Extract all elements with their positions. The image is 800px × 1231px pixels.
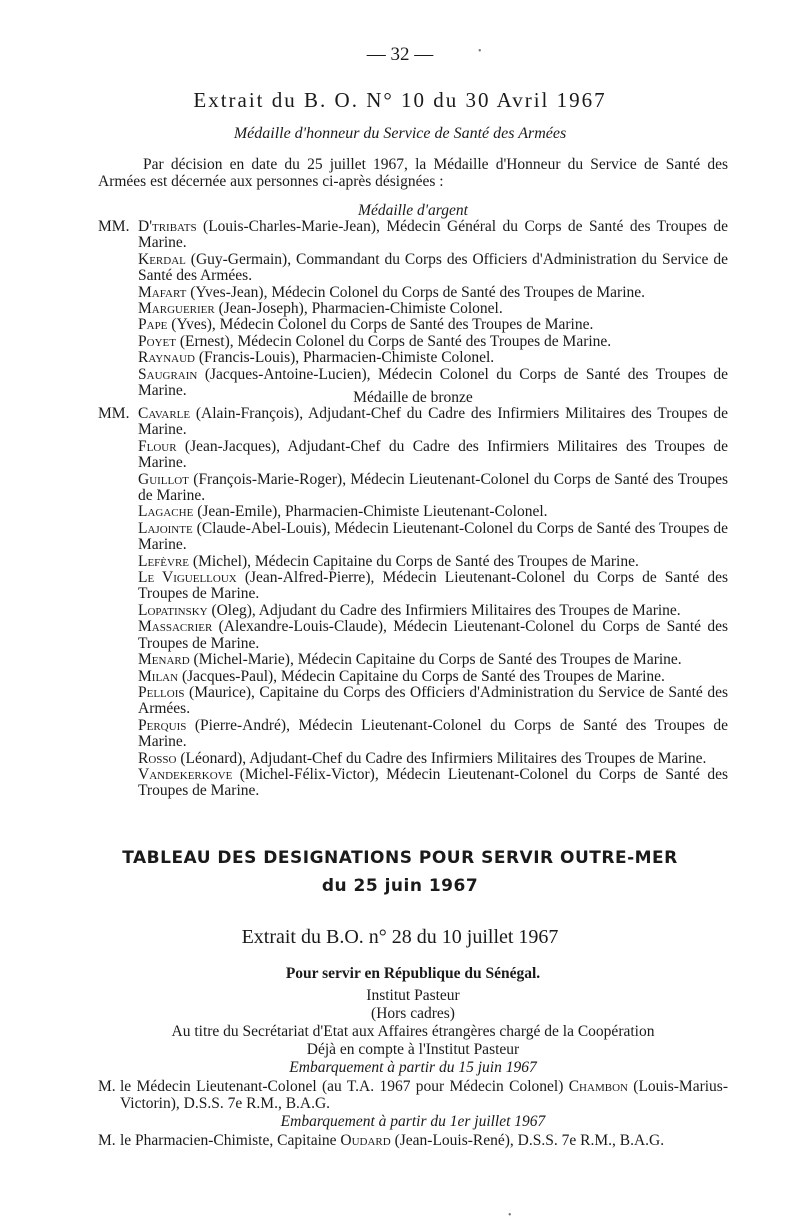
entry-name: Lopatinsky — [138, 601, 208, 619]
entry-text — [138, 472, 728, 505]
entry-text — [138, 406, 728, 439]
bronze-list — [98, 406, 728, 800]
entry-prefix: M. — [98, 1131, 116, 1149]
entry-prefix — [98, 521, 138, 554]
entry-description: (Jean-Jacques), Adjudant-Chef du Cadre des Infirmiers Militaires des Troupes de Marine. — [138, 437, 728, 472]
entry-description: (Pierre-André), Médecin Lieutenant-Colonel du Corps de Santé des Troupes de Marine. — [138, 716, 728, 751]
page-title: Extrait du B. O. N° 10 du 30 Avril 1967 — [193, 88, 607, 112]
entry-name: Perquis — [138, 716, 187, 734]
entry-description: (Jean-Emile), Pharmacien-Chimiste Lieutenant-Colonel. — [193, 503, 548, 521]
entry-description: (Jacques-Paul), Médecin Capitaine du Corps de Santé des Troupes de Marine. — [178, 667, 665, 685]
entry-description: (Michel), Médecin Capitaine du Corps de Santé des Troupes de Marine. — [189, 552, 639, 570]
entry-text — [138, 219, 728, 252]
entry-name: Mafart — [138, 283, 187, 301]
entry-description: (Jean-Alfred-Pierre), Médecin Lieutenant-Colonel du Corps de Santé des Troupes de Marine. — [138, 569, 728, 603]
medal-entry — [98, 767, 728, 800]
entry-description: (Léonard), Adjudant-Chef du Cadre des Infirmiers Militaires des Troupes de Marine. — [176, 749, 707, 767]
entry-text — [138, 669, 728, 685]
speck: • — [478, 46, 482, 57]
entry-name: Menard — [138, 651, 190, 669]
section-subtitle: Médaille d'honneur du Service de Santé des Armées — [233, 125, 567, 142]
entry-text — [138, 751, 728, 767]
entry-prefix — [98, 285, 138, 301]
entry-prefix — [98, 554, 138, 570]
entry-text-a: le Pharmacien-Chimiste, Capitaine — [120, 1131, 341, 1149]
medal-entry — [98, 685, 728, 718]
medal-entry — [98, 504, 728, 520]
medal-entry — [98, 439, 728, 472]
medal-entry — [98, 554, 728, 570]
medal-entry — [98, 317, 728, 333]
entry-name: Raynaud — [138, 349, 195, 367]
designation-block — [98, 964, 728, 1149]
entry-prefix: MM. — [98, 405, 130, 422]
entry-prefix — [98, 619, 138, 652]
entry-name: Cavarle — [138, 405, 191, 422]
entry-description: (Yves-Jean), Médecin Colonel du Corps de Santé des Troupes de Marine. — [186, 283, 646, 301]
entry-text — [138, 301, 728, 317]
entry-description: (Alain-François), Adjudant-Chef du Cadre des Infirmiers Militaires des Troupes de Marine. — [138, 405, 728, 439]
entry-name: Guillot — [138, 470, 189, 488]
bronze-section — [98, 389, 728, 800]
medal-entry — [98, 603, 728, 619]
entry-description: (Louis-Charles-Marie-Jean), Médecin Général du Corps de Santé des Troupes de Marine. — [138, 218, 728, 252]
tableau-title: TABLEAU DES DESIGNATIONS POUR SERVIR OUTRE-MER — [122, 848, 678, 868]
entry-description: (Oleg), Adjudant du Cadre des Infirmiers Militaires des Troupes de Marine. — [207, 601, 681, 619]
entry-text — [120, 1132, 728, 1149]
entry-prefix — [98, 252, 138, 285]
entry-prefix — [98, 603, 138, 619]
entry-prefix — [98, 504, 138, 520]
extract-heading: Extrait du B.O. n° 28 du 10 juillet 1967 — [241, 926, 559, 948]
entry-name: Marguerier — [138, 300, 215, 318]
medal-entry — [98, 521, 728, 554]
entry-text-b: (Jean-Louis-René), D.S.S. 7e R.M., B.A.G. — [390, 1131, 665, 1149]
entry-text — [138, 252, 728, 285]
silver-list — [98, 219, 728, 399]
medal-entry — [98, 652, 728, 668]
entry-prefix — [98, 472, 138, 505]
medal-entry — [98, 252, 728, 285]
entry-description: (Guy-Germain), Commandant du Corps des Officiers d'Administration du Service de Santé des Armées. — [138, 250, 728, 285]
entry-name: Oudard — [340, 1131, 391, 1149]
entry-prefix — [98, 301, 138, 317]
entry-description: (Jacques-Antoine-Lucien), Médecin Colonel du Corps de Santé des Troupes de Marine. — [138, 365, 728, 400]
institute-name: Institut Pasteur — [366, 986, 460, 1004]
country-heading: Pour servir en République du Sénégal. — [285, 965, 541, 982]
bronze-heading: Médaille de bronze — [353, 389, 473, 406]
entry-description: (Ernest), Médecin Colonel du Corps de Santé des Troupes de Marine. — [175, 332, 612, 350]
entry-description: (Alexandre-Louis-Claude), Médecin Lieutenant-Colonel du Corps de Santé des Troupes de Marine. — [138, 618, 728, 652]
entry-prefix — [98, 669, 138, 685]
medal-entry — [98, 219, 728, 252]
entry-prefix — [98, 439, 138, 472]
entry-name: Lajointe — [138, 519, 193, 537]
entry-name: Milan — [138, 667, 179, 685]
entry-name: Saugrain — [138, 365, 198, 383]
entry-description: (Claude-Abel-Louis), Médecin Lieutenant-Colonel du Corps de Santé des Troupes de Marine. — [138, 519, 728, 554]
entry-text — [138, 334, 728, 350]
entry-prefix — [98, 685, 138, 718]
medal-entry — [98, 570, 728, 603]
entry-text — [138, 767, 728, 800]
embark-date-1: Embarquement à partir du 15 juin 1967 — [289, 1058, 537, 1076]
entry-description: (François-Marie-Roger), Médecin Lieutenant-Colonel du Corps de Santé des Troupes de Marine. — [138, 470, 728, 505]
entry-text — [138, 350, 728, 366]
medal-entry — [98, 301, 728, 317]
entry-name: Massacrier — [138, 618, 213, 636]
entry-text — [138, 718, 728, 751]
medal-entry — [98, 718, 728, 751]
silver-section — [98, 202, 728, 399]
entry-name: Pellois — [138, 683, 185, 701]
entry-text — [138, 603, 728, 619]
entry-description: (Jean-Joseph), Pharmacien-Chimiste Colonel. — [214, 300, 503, 318]
entry-name: Poyet — [138, 332, 176, 350]
entry-prefix — [98, 767, 138, 800]
entry-text — [138, 619, 728, 652]
entry-prefix: M. — [98, 1077, 116, 1095]
medal-entry — [98, 406, 728, 439]
entry-text — [138, 285, 728, 301]
entry-text — [138, 554, 728, 570]
entry-description: (Yves), Médecin Colonel du Corps de Santé des Troupes de Marine. — [167, 316, 594, 334]
entry-description: (Maurice), Capitaine du Corps des Officiers d'Administration du Service de Santé des Armées. — [138, 683, 728, 718]
speck: • — [508, 1210, 512, 1221]
entry-prefix — [98, 652, 138, 668]
deja-line: Déjà en compte à l'Institut Pasteur — [306, 1040, 520, 1058]
entry-name: Pape — [138, 316, 168, 334]
entry-prefix — [98, 718, 138, 751]
entry-name: Kerdal — [138, 250, 186, 268]
entry-text — [138, 652, 728, 668]
hors-cadres: (Hors cadres) — [371, 1004, 455, 1022]
entry-text — [120, 1078, 728, 1112]
medal-entry — [98, 334, 728, 350]
entry-text — [138, 685, 728, 718]
entry-prefix — [98, 751, 138, 767]
entry-prefix: MM. — [98, 218, 130, 235]
entry-name: Lagache — [138, 503, 194, 521]
entry-text — [138, 439, 728, 472]
silver-heading: Médaille d'argent — [358, 202, 468, 219]
entry-prefix — [98, 317, 138, 333]
entry-prefix — [98, 570, 138, 603]
entry-description: (Michel-Félix-Victor), Médecin Lieutenant-Colonel du Corps de Santé des Troupes de Marine. — [138, 765, 728, 800]
entry-text — [138, 317, 728, 333]
intro-paragraph: Par décision en date du 25 juillet 1967, la Médaille d'Honneur du Service de Santé des Armées est décernée aux personnes ci-après désignées : — [98, 156, 728, 190]
entry-name: Le Viguelloux — [138, 569, 237, 587]
medal-entry — [98, 669, 728, 685]
medal-entry — [98, 285, 728, 301]
entry-name: Chambon — [568, 1077, 628, 1095]
medal-entry — [98, 751, 728, 767]
entry-prefix — [98, 350, 138, 366]
entry-text — [138, 570, 728, 603]
designation-entry — [98, 1132, 728, 1149]
medal-entry — [98, 619, 728, 652]
tableau-date: du 25 juin 1967 — [321, 876, 479, 896]
embark-date-2: Embarquement à partir du 1er juillet 1967 — [280, 1112, 546, 1130]
entry-name: Vandekerkove — [138, 765, 233, 783]
entry-description: (Michel-Marie), Médecin Capitaine du Corps de Santé des Troupes de Marine. — [189, 651, 682, 669]
entry-name: Flour — [138, 437, 177, 455]
entry-name: Rosso — [138, 749, 177, 767]
page-number: — 32 — — [366, 44, 434, 65]
medal-entry — [98, 350, 728, 366]
entry-description: (Francis-Louis), Pharmacien-Chimiste Colonel. — [195, 349, 495, 367]
designation-entry — [98, 1078, 728, 1112]
entry-name: Lefèvre — [138, 552, 190, 570]
secretariat-line: Au titre du Secrétariat d'Etat aux Affaires étrangères chargé de la Coopération — [171, 1022, 655, 1040]
medal-entry — [98, 472, 728, 505]
entry-text-b: (Louis-Marius-Victorin), D.S.S. 7e R.M., B.A.G. — [120, 1077, 729, 1112]
entry-text — [138, 521, 728, 554]
entry-name: D'tribats — [138, 218, 197, 235]
entry-prefix — [98, 334, 138, 350]
entry-text-a: le Médecin Lieutenant-Colonel (au T.A. 1967 pour Médecin Colonel) — [120, 1077, 569, 1095]
entry-text — [138, 504, 728, 520]
